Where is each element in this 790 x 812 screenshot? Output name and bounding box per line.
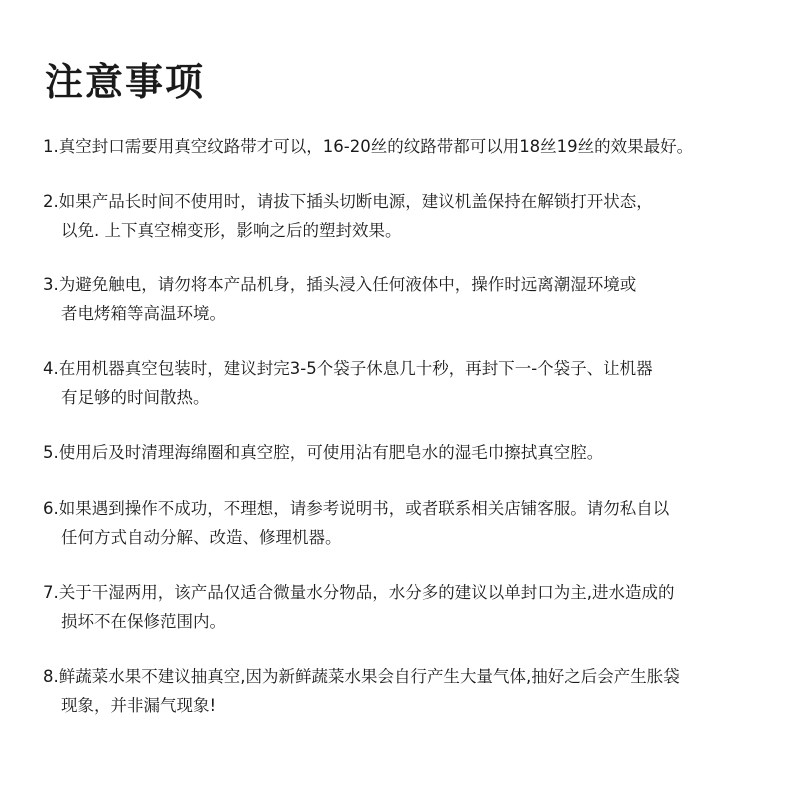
note-line: 4.在用机器真空包装时，建议封完3-5个袋子休息几十秒，再封下一-个袋子、让机器 [43,359,653,378]
note-item-7 [43,578,763,636]
note-line: 2.如果产品长时间不使用时，请拔下插头切断电源，建议机盖保持在解锁打开状态， [43,192,653,211]
note-line: 7.关于干湿两用，该产品仅适合微量水分物品，水分多的建议以单封口为主,进水造成的 [43,583,675,602]
note-line: 6.如果遇到操作不成功，不理想，请参考说明书，或者联系相关店铺客服。请勿私自以 [43,499,670,518]
page-title: 注意事项 [45,60,206,104]
note-item-2 [43,187,763,245]
note-item-4 [43,354,763,412]
note-line-continued: 有足够的时间散热。 [61,388,210,407]
note-line: 5.使用后及时清理海绵圈和真空腔，可使用沾有肥皂水的湿毛巾擦拭真空腔。 [43,443,604,462]
note-line: 1.真空封口需要用真空纹路带才可以，16-20丝的纹路带都可以用18丝19丝的效果最好。 [43,137,694,156]
note-line: 3.为避免触电，请勿将本产品机身，插头浸入任何液体中，操作时远离潮湿环境或 [43,275,637,294]
note-item-3 [43,270,763,328]
note-item-5 [43,438,763,467]
note-line-continued: 损坏不在保修范围内。 [61,612,226,631]
note-line-continued: 现象，并非漏气现象! [61,696,217,715]
note-item-1 [43,132,763,161]
note-line-continued: 以免. 上下真空棉变形，影响之后的塑封效果。 [61,221,402,240]
note-line-continued: 者电烤箱等高温环境。 [61,304,226,323]
note-line-continued: 任何方式自动分解、改造、修理机器。 [61,528,342,547]
note-line: 8.鲜蔬菜水果不建议抽真空,因为新鲜蔬菜水果会自行产生大量气体,抽好之后会产生胀袋 [43,667,680,686]
note-item-8 [43,662,763,720]
note-item-6 [43,494,763,552]
